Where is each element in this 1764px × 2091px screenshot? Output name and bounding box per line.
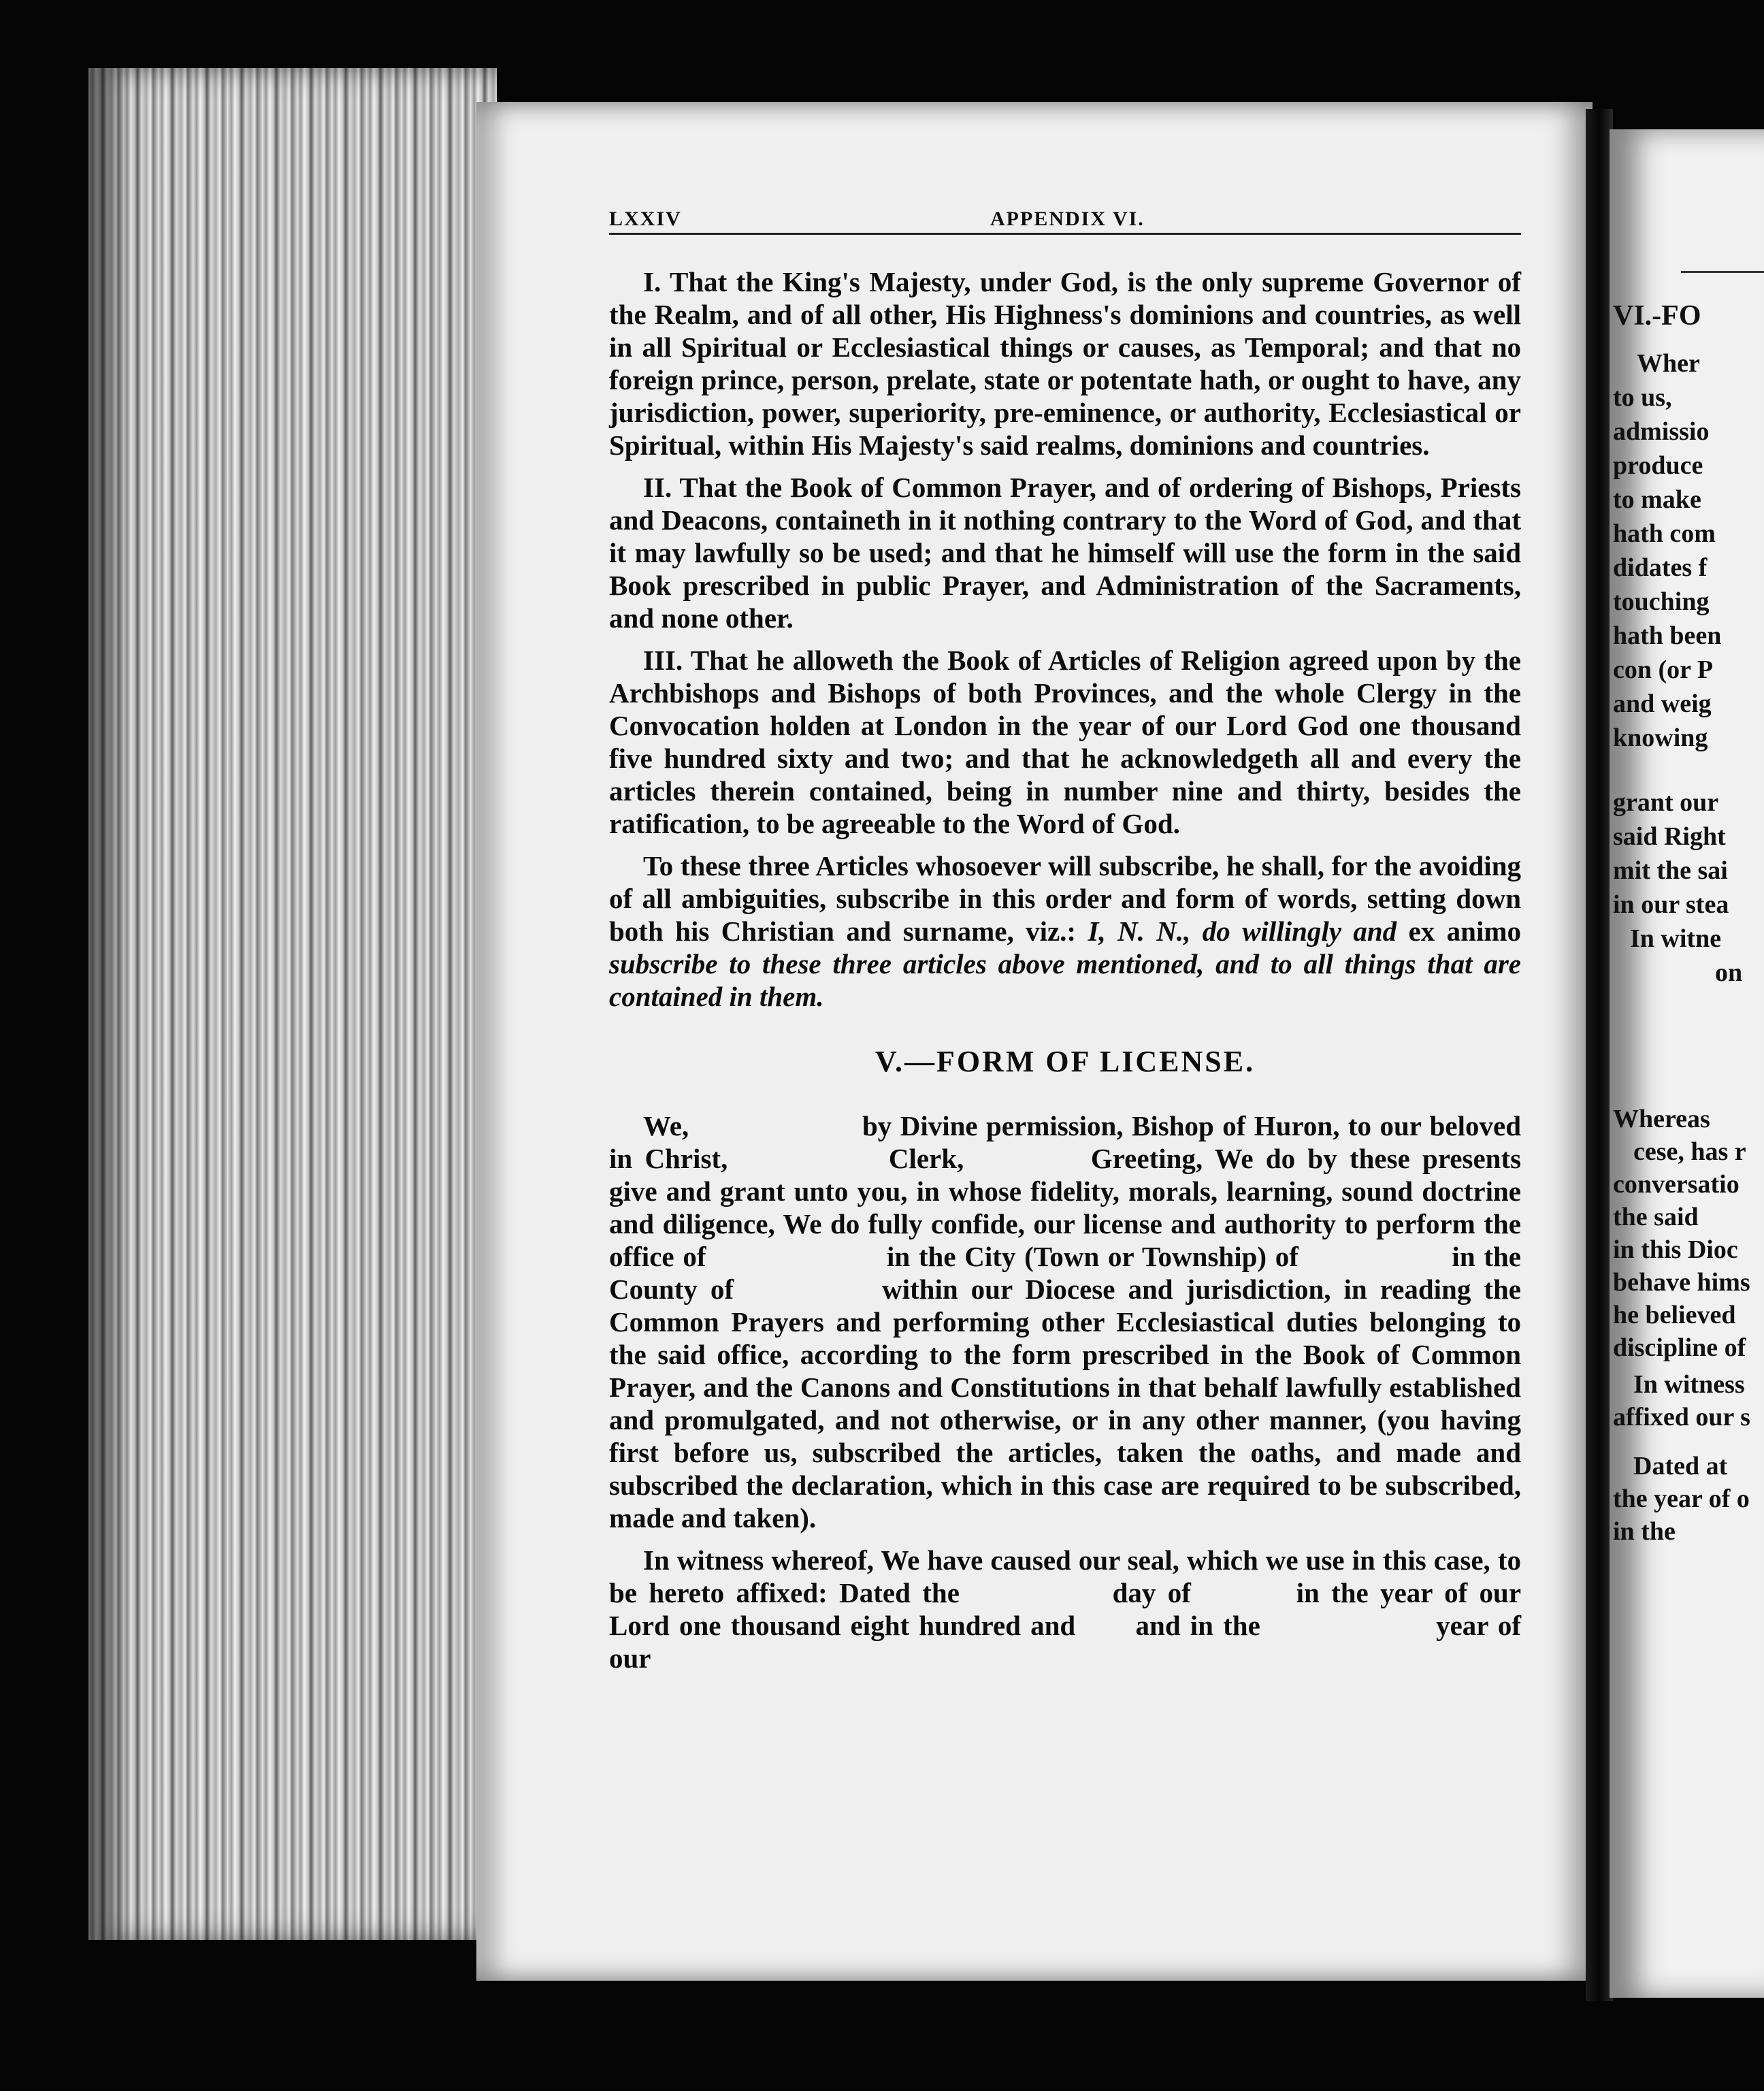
subscription-ex-animo: ex animo bbox=[1408, 915, 1522, 947]
running-head bbox=[609, 197, 1521, 235]
right-page-line: discipline of bbox=[1613, 1333, 1746, 1362]
right-page-line: produce bbox=[1613, 451, 1703, 480]
right-page-line: in our stea bbox=[1613, 890, 1729, 919]
subscription-formula-2: subscribe to these three articles above mentioned, and to all things that are contained in them. bbox=[609, 948, 1521, 1012]
right-page-line: knowing bbox=[1613, 724, 1708, 752]
book-page-edges bbox=[88, 68, 497, 1940]
right-page-line: the said bbox=[1613, 1203, 1699, 1231]
witness-text-2: day of bbox=[1112, 1577, 1191, 1608]
right-page-line: cese, has r bbox=[1633, 1137, 1746, 1166]
section-heading: V.—FORM OF LICENSE. bbox=[875, 1045, 1256, 1078]
right-page-line: Whereas bbox=[1613, 1105, 1710, 1133]
right-page-line: conversatio bbox=[1613, 1170, 1740, 1199]
subscription-paragraph bbox=[609, 849, 1521, 1013]
right-page-line: on bbox=[1715, 958, 1743, 987]
right-page-line: said Right bbox=[1613, 822, 1726, 851]
license-paragraph bbox=[609, 1109, 1521, 1534]
witness-text-3: in the year of our Lord one thousand eight hundred and bbox=[609, 1577, 1522, 1641]
license-text-1: by Divine permission, Bishop of Huron, to our beloved in Christ, bbox=[609, 1110, 1521, 1174]
license-we: We, bbox=[643, 1110, 689, 1141]
license-text-5: in the County of bbox=[609, 1241, 1521, 1305]
right-page-line: to make bbox=[1613, 485, 1701, 514]
right-page-line: grant our bbox=[1613, 788, 1719, 817]
right-page-line: he believed bbox=[1613, 1301, 1736, 1329]
right-page-rule bbox=[1681, 271, 1764, 273]
running-title: APPENDIX VI. bbox=[990, 208, 1145, 230]
right-page-heading: VI.-FO bbox=[1613, 300, 1701, 331]
article-two: II. That the Book of Common Prayer, and of ordering of Bishops, Priests and Deacons, containeth in it nothing contrary to the Word of God, and that it may lawfully so be used; and that he himself will use the form in the said Book prescribed in public Prayer, and Administration of the Sacraments, and none other. bbox=[609, 472, 1521, 634]
right-page-line: in the bbox=[1613, 1517, 1676, 1546]
right-page-line: the year of o bbox=[1613, 1485, 1750, 1513]
license-text-2: Clerk, bbox=[888, 1143, 964, 1174]
right-page-line: con (or P bbox=[1613, 655, 1714, 684]
right-page-line: touching bbox=[1613, 587, 1710, 616]
right-page-line: In witne bbox=[1630, 924, 1722, 953]
right-page-line: hath been bbox=[1613, 621, 1722, 650]
right-page-line: affixed our s bbox=[1613, 1403, 1750, 1431]
article-one: I. That the King's Majesty, under God, is the only supreme Governor of the Realm, and of all other, His Highness's dominions and countries, as well in all Spiritual or Ecclesiastical things or causes, as Temporal; and that no foreign prince, person, prelate, state or potentate hath, or ought to have, any jurisdiction, power, superiority, pre-eminence, or authority, Ecclesiastical or Spiritual, within His Majesty's said realms, dominions and countries. bbox=[609, 266, 1521, 461]
right-page-line: Wher bbox=[1637, 349, 1700, 378]
license-text-3: Greeting, We do by these presents give and grant unto you, in whose fidelity, morals, learning, sound doctrine and diligence, We do fully confide, our license and authority to perform the office of bbox=[609, 1143, 1522, 1272]
witness-text-4: and in the bbox=[1135, 1610, 1260, 1641]
right-page-line: in this Dioc bbox=[1613, 1235, 1738, 1264]
right-page-line: and weig bbox=[1613, 690, 1712, 718]
witness-text-1: In witness whereof, We have caused our seal, which we use in this case, to be hereto affixed: Dated the bbox=[609, 1544, 1521, 1608]
subscription-formula-1: I, N. N., do willingly and bbox=[1088, 915, 1397, 947]
right-page-line: behave hims bbox=[1613, 1268, 1750, 1297]
right-page-line: didates f bbox=[1613, 553, 1708, 582]
right-page-line: mit the sai bbox=[1613, 856, 1728, 885]
right-page-line: admissio bbox=[1613, 417, 1710, 446]
license-text-4: in the City (Town or Township) of bbox=[886, 1241, 1298, 1272]
right-page-line: Dated at bbox=[1633, 1452, 1728, 1480]
witness-paragraph bbox=[609, 1544, 1521, 1674]
subscription-lead: To these three Articles whosoever will subscribe, he shall, for the avoiding of all ambiguities, subscribe in this order and form of words, setting down both his Christian and surname, viz.: bbox=[609, 850, 1521, 947]
page-number: LXXIV bbox=[609, 208, 682, 230]
right-page-line: In witness bbox=[1633, 1370, 1745, 1399]
license-text-6: within our Diocese and jurisdiction, in reading the Common Prayers and performing other Ecclesiastical duties belonging to the said office, according to the form prescribed in the Book of Common Prayer, and the Canons and Constitutions in that behalf lawfully established and promulgated, and not otherwise, or in any other manner, (you having first before us, subscribed the articles, taken the oaths, and made and subscribed the declaration, which in this case are required to be subscribed, made and taken). bbox=[609, 1274, 1522, 1534]
body-flow bbox=[609, 265, 1521, 1684]
book-gutter bbox=[1586, 109, 1613, 2001]
witness-text-5: year of our bbox=[609, 1610, 1522, 1674]
right-page-line: hath com bbox=[1613, 519, 1716, 548]
right-page-line: to us, bbox=[1613, 383, 1672, 412]
article-three: III. That he alloweth the Book of Articles of Religion agreed upon by the Archbishops and Bishops of both Provinces, and the whole Clergy in the Convocation holden at London in the year of our Lord God one thousand five hundred sixty and two; and that he acknowledgeth all and every the articles therein contained, being in number nine and thirty, besides the ratification, to be agreeable to the Word of God. bbox=[609, 645, 1521, 839]
